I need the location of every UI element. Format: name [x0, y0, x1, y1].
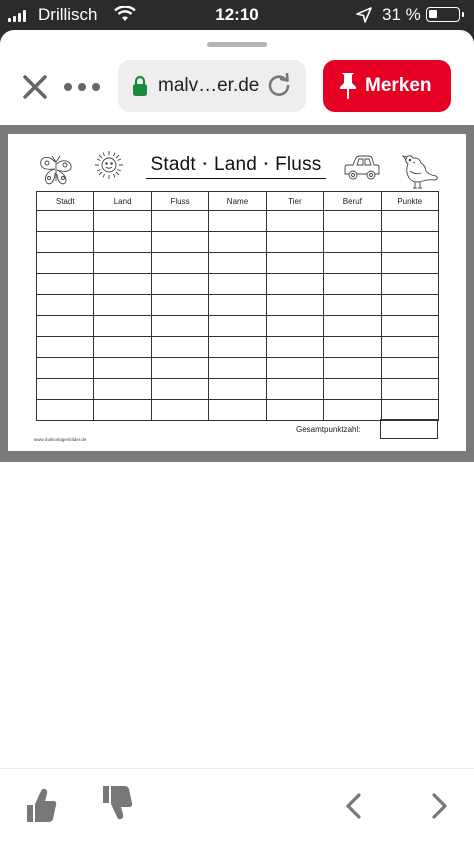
table-cell [324, 379, 381, 400]
table-cell [37, 274, 94, 295]
lock-icon [132, 75, 148, 97]
table-cell [209, 316, 266, 337]
total-points-box [380, 419, 438, 439]
table-cell [266, 253, 323, 274]
table-cell [151, 337, 208, 358]
pin-icon [338, 72, 358, 100]
table-cell [209, 211, 266, 232]
table-cell [266, 274, 323, 295]
more-icon[interactable] [64, 78, 104, 96]
table-cell [151, 400, 208, 421]
table-cell [209, 274, 266, 295]
table-cell [324, 274, 381, 295]
clock: 12:10 [215, 5, 259, 24]
butterfly-drawing [38, 154, 74, 188]
table-cell [37, 400, 94, 421]
table-cell [151, 379, 208, 400]
table-cell [209, 295, 266, 316]
title-underline [146, 178, 326, 179]
table-cell [324, 295, 381, 316]
table-cell [324, 232, 381, 253]
table-cell [266, 400, 323, 421]
forward-icon[interactable] [428, 792, 450, 820]
table-cell [266, 232, 323, 253]
table-row [37, 232, 439, 253]
reload-icon[interactable] [266, 73, 292, 99]
table-cell [381, 337, 438, 358]
bird-drawing [401, 153, 441, 191]
table-cell [324, 358, 381, 379]
thumbs-up-icon[interactable] [24, 787, 58, 825]
table-cell [94, 295, 151, 316]
table-cell [266, 379, 323, 400]
thumbs-down-icon[interactable] [100, 783, 134, 821]
table-cell [151, 316, 208, 337]
table-cell [94, 316, 151, 337]
table-cell [151, 295, 208, 316]
url-bar[interactable] [118, 60, 306, 112]
table-cell [381, 358, 438, 379]
battery-level [429, 10, 437, 18]
table-cell [209, 358, 266, 379]
column-header: Name [209, 192, 266, 211]
table-cell [94, 400, 151, 421]
table-cell [381, 274, 438, 295]
table-row [37, 295, 439, 316]
sheet-grabber[interactable] [207, 42, 267, 47]
worksheet [8, 134, 466, 451]
table-cell [209, 379, 266, 400]
column-header: Tier [266, 192, 323, 211]
table-cell [37, 211, 94, 232]
table-cell [37, 316, 94, 337]
table-row [37, 337, 439, 358]
merken-label: Merken [365, 75, 432, 96]
table-cell [37, 358, 94, 379]
car-drawing [343, 154, 381, 182]
table-cell [94, 337, 151, 358]
sun-drawing [94, 150, 124, 180]
table-cell [151, 211, 208, 232]
table-cell [324, 211, 381, 232]
carrier-name: Drillisch [38, 5, 98, 24]
table-cell [209, 337, 266, 358]
table-cell [381, 400, 438, 421]
table-cell [151, 358, 208, 379]
table-cell [381, 295, 438, 316]
table-row [37, 316, 439, 337]
pin-sheet [0, 30, 474, 841]
table-cell [209, 232, 266, 253]
table-row [37, 274, 439, 295]
table-cell [37, 295, 94, 316]
table-row [37, 400, 439, 421]
table-cell [37, 232, 94, 253]
column-header: Land [94, 192, 151, 211]
battery-percentage: 31 % [382, 5, 421, 24]
location-arrow-icon [356, 7, 372, 23]
table-cell [266, 316, 323, 337]
column-header: Punkte [381, 192, 438, 211]
table-cell [37, 253, 94, 274]
table-cell [381, 379, 438, 400]
total-points-label: Gesamtpunktzahl: [296, 425, 361, 434]
table-cell [94, 232, 151, 253]
table-cell [381, 253, 438, 274]
status-bar [0, 0, 474, 32]
table-cell [37, 379, 94, 400]
table-cell [324, 253, 381, 274]
table-cell [209, 253, 266, 274]
table-cell [266, 295, 323, 316]
table-cell [94, 253, 151, 274]
table-cell [266, 358, 323, 379]
merken-button[interactable] [323, 60, 451, 112]
pin-image[interactable] [0, 125, 474, 462]
close-icon[interactable] [20, 72, 50, 102]
table-cell [324, 316, 381, 337]
table-cell [94, 379, 151, 400]
url-text: malv…er.de [158, 75, 260, 96]
table-row [37, 211, 439, 232]
battery-tip [462, 12, 464, 17]
table-cell [381, 232, 438, 253]
bottom-divider [0, 768, 474, 769]
worksheet-title: Stadt ⋆ Land ⋆ Fluss [150, 154, 322, 175]
column-header: Beruf [324, 192, 381, 211]
table-cell [94, 274, 151, 295]
table-cell [381, 211, 438, 232]
table-cell [209, 400, 266, 421]
table-row [37, 358, 439, 379]
table-cell [151, 274, 208, 295]
column-header: Fluss [151, 192, 208, 211]
back-icon[interactable] [343, 792, 365, 820]
column-header: Stadt [37, 192, 94, 211]
battery-icon [426, 7, 460, 22]
table-cell [324, 400, 381, 421]
table-row [37, 253, 439, 274]
table-row [37, 379, 439, 400]
table-cell [151, 232, 208, 253]
table-cell [94, 211, 151, 232]
table-cell [266, 337, 323, 358]
table-body [37, 211, 439, 421]
header-row [37, 192, 439, 211]
table-cell [266, 211, 323, 232]
table-cell [381, 316, 438, 337]
table-cell [37, 337, 94, 358]
table-cell [324, 337, 381, 358]
table-cell [94, 358, 151, 379]
worksheet-table [36, 191, 439, 421]
footer-url: www.malvorlagenbilder.de [34, 437, 87, 442]
table-cell [151, 253, 208, 274]
